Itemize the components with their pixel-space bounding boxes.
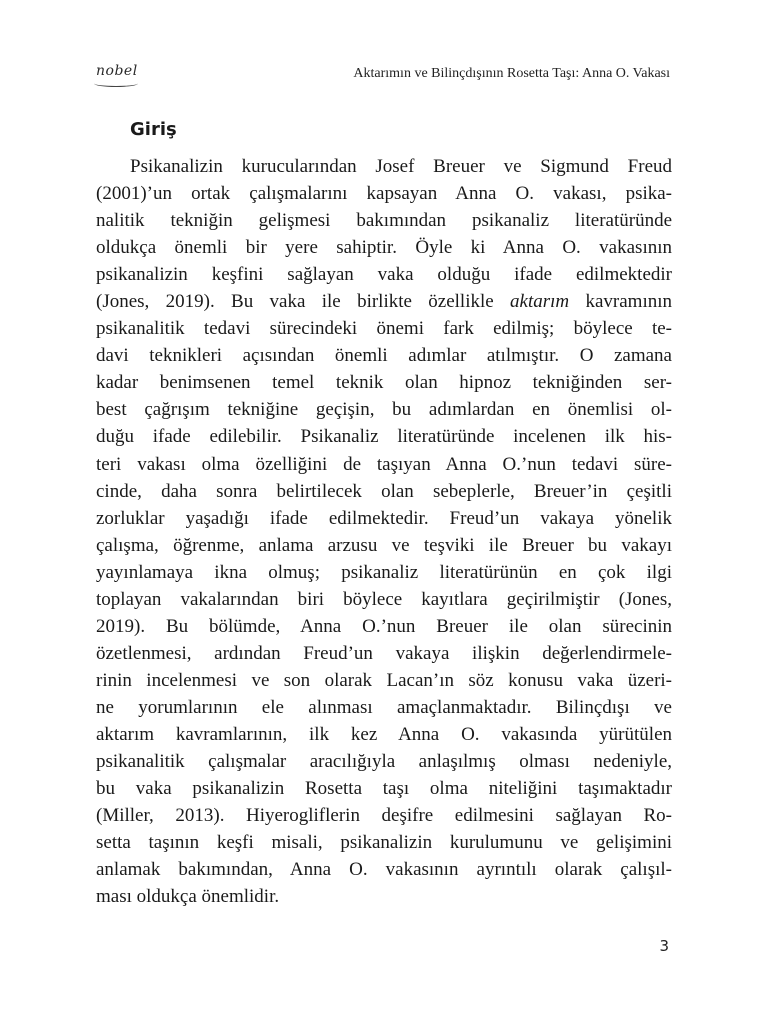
paragraph-line: ne yorumlarının ele alınması amaçlanmaktadır. Bilinçdışı ve	[96, 696, 672, 718]
line-text: (Jones, 2019). Bu vaka ile birlikte özellikle	[96, 291, 494, 313]
paragraph-line: cinde, daha sonra belirtilecek olan sebeplerle, Breuer’in çeşitli	[96, 480, 672, 502]
paragraph-line: Psikanalizin kurucularından Josef Breuer ve Sigmund Freud	[130, 156, 672, 177]
paragraph-line: zorluklar yaşadığı ifade edilmektedir. Freud’un vakaya yönelik	[96, 507, 672, 529]
emphasis-term: aktarım	[510, 291, 570, 313]
paragraph-line-last: ması oldukça önemlidir.	[96, 886, 280, 908]
paragraph-line: kadar benimsenen temel teknik olan hipnoz tekniğinden ser-	[96, 372, 672, 394]
paragraph-line: nalitik tekniğin gelişmesi bakımından psikanaliz literatüründe	[96, 210, 672, 232]
paragraph-line: çalışma, öğrenme, anlama arzusu ve teşviki ile Breuer bu vakayı	[96, 534, 672, 556]
paragraph-line: aktarım kavramlarının, ilk kez Anna O. vakasında yürütülen	[96, 723, 672, 745]
running-head: Aktarımın ve Bilinçdışının Rosetta Taşı: Anna O. Vakası	[353, 66, 670, 81]
paragraph-line: psikanalizin keşfini sağlayan vaka olduğu ifade edilmektedir	[96, 264, 672, 286]
paragraph-line: teri vakası olma özelliğini de taşıyan Anna O.’nun tedavi süre-	[96, 453, 672, 475]
paragraph-line: anlamak bakımından, Anna O. vakasının ayrıntılı olarak çalışıl-	[96, 859, 672, 881]
body-paragraph	[96, 153, 672, 910]
paragraph-line: (2001)’un ortak çalışmalarını kapsayan Anna O. vakası, psika-	[96, 183, 672, 205]
logo-swoosh	[94, 80, 138, 87]
paragraph-line: psikanalitik çalışmalar aracılığıyla anlaşılmış olması nedeniyle,	[96, 751, 672, 773]
paragraph-line: rinin incelenmesi ve son olarak Lacan’ın söz konusu vaka üzeri-	[96, 669, 672, 691]
paragraph-line: duğu ifade edilebilir. Psikanaliz literatüründe incelenen ilk his-	[96, 426, 672, 448]
line-text-tail: kavramının	[585, 291, 673, 313]
paragraph-line: yayınlamaya ikna olmuş; psikanaliz literatürünün en çok ilgi	[96, 561, 672, 583]
paragraph-line: davi teknikleri açısından önemli adımlar atılmıştır. O zamana	[96, 345, 672, 367]
paragraph-line: best çağrışım tekniğine geçişin, bu adımlardan en önemlisi ol-	[96, 399, 672, 421]
page-number: 3	[659, 937, 669, 955]
paragraph-line: (Miller, 2013). Hiyerogliflerin deşifre edilmesini sağlayan Ro-	[96, 805, 672, 827]
paragraph-line: toplayan vakalarından biri böylece kayıtlara geçirilmiştir (Jones,	[96, 588, 672, 610]
paragraph-line: setta taşının keşfi misali, psikanalizin kurulumunu ve gelişimini	[96, 832, 672, 854]
paragraph-line: özetlenmesi, ardından Freud’un vakaya ilişkin değerlendirmele-	[96, 642, 672, 664]
paragraph-line: oldukça önemli bir yere sahiptir. Öyle ki Anna O. vakasının	[96, 237, 672, 259]
paragraph-line: psikanalitik tedavi sürecindeki önemi fark edilmiş; böylece te-	[96, 318, 672, 340]
paragraph-line-with-emphasis	[96, 288, 672, 315]
publisher-logo: nobel	[96, 63, 138, 79]
paragraph-line: bu vaka psikanalizin Rosetta taşı olma niteliğini taşımaktadır	[96, 778, 672, 800]
paragraph-line: 2019). Bu bölümde, Anna O.’nun Breuer ile olan sürecinin	[96, 615, 672, 637]
section-title: Giriş	[130, 119, 177, 140]
